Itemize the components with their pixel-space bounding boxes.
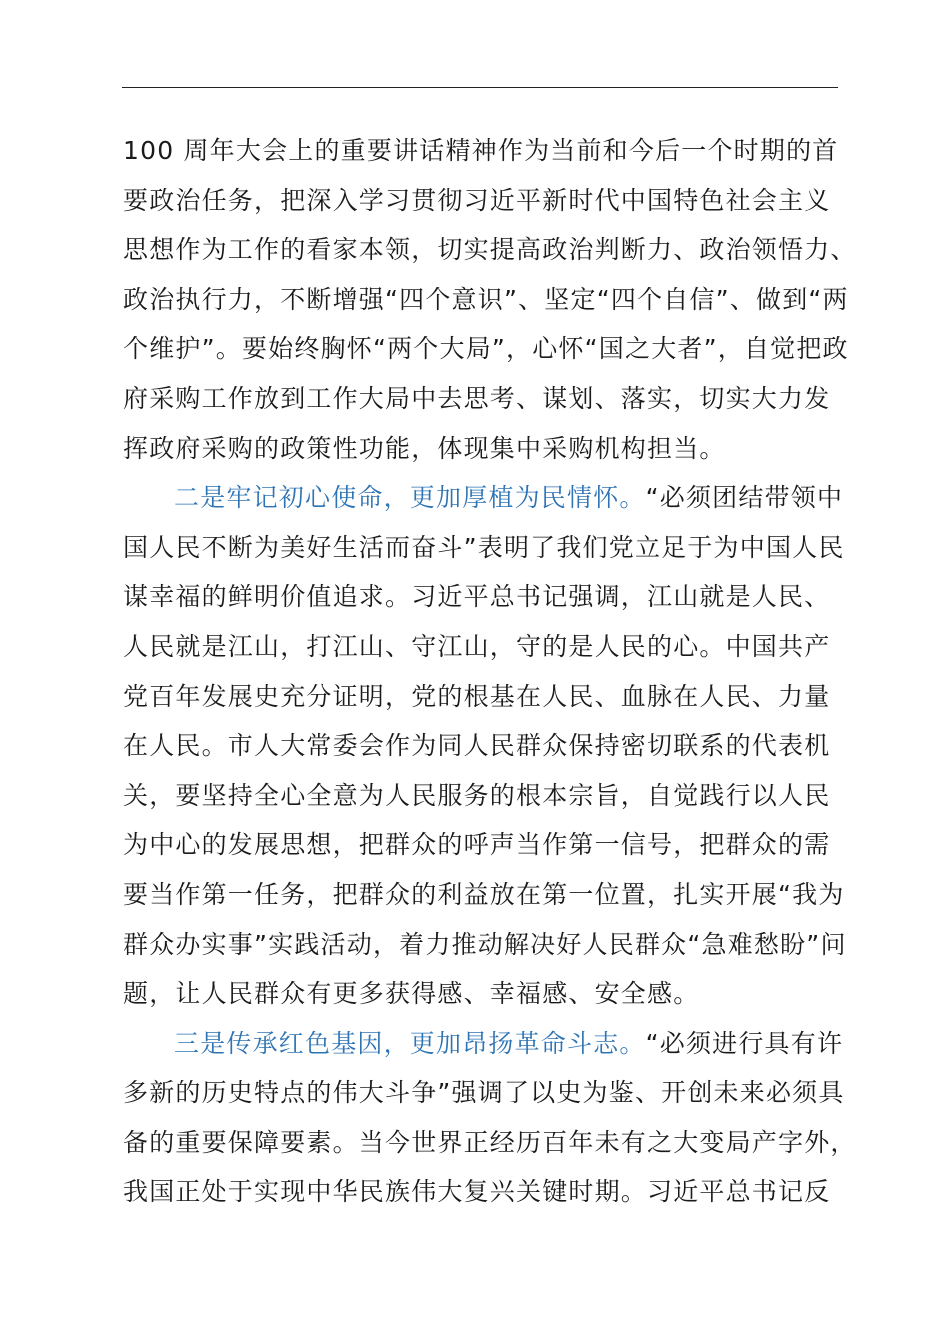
text-line: 题，让人民群众有更多获得感、幸福感、安全感。 [123,979,700,1009]
text-line: 群众办实事”实践活动，着力推动解决好人民群众“急难愁盼”问 [123,929,847,959]
text-line: 100 周年大会上的重要讲话精神作为当前和今后一个时期的首 [123,136,839,165]
paragraph-2 [123,473,849,1019]
text-line: 府采购工作放到工作大局中去思考、谋划、落实，切实大力发 [123,383,831,413]
text-line: 我国正处于实现中华民族伟大复兴关键时期。习近平总书记反 [123,1177,831,1207]
text-line: 人民就是江山，打江山、守江山，守的是人民的心。中国共产 [123,631,831,661]
paragraph-3 [123,1019,857,1217]
text-line: 多新的历史特点的伟大斗争”强调了以史为鉴、开创未来必须具 [123,1078,845,1108]
text-line: 要政治任务，把深入学习贯彻习近平新时代中国特色社会主义 [123,185,831,215]
text-line: 政治执行力，不断增强“四个意识”、坚定“四个自信”、做到“两 [123,284,849,314]
text-fragment: “必须团结带领中 [645,483,844,513]
text-line: 思想作为工作的看家本领，切实提高政治判断力、政治领悟力、 [123,235,857,265]
text-line: 党百年发展史充分证明，党的根基在人民、血脉在人民、力量 [123,681,831,711]
section-heading-2: 二是牢记初心使命，更加厚植为民情怀。 [174,483,646,513]
text-line: 挥政府采购的政策性功能，体现集中采购机构担当。 [123,433,726,463]
text-line: 个维护”。要始终胸怀“两个大局”，心怀“国之大者”，自觉把政 [123,334,849,364]
text-line: 关，要坚持全心全意为人民服务的根本宗旨，自觉践行以人民 [123,780,831,810]
section-heading-3: 三是传承红色基因，更加昂扬革命斗志。 [174,1028,646,1058]
text-line: 在人民。市人大常委会作为同人民群众保持密切联系的代表机 [123,731,831,761]
text-line: 要当作第一任务，把群众的利益放在第一位置，扎实开展“我为 [123,879,845,909]
paragraph-1 [123,126,857,473]
document-body [123,126,857,1217]
header-rule [122,87,838,88]
paragraph-first-line [123,1019,849,1069]
text-line: 国人民不断为美好生活而奋斗”表明了我们党立足于为中国人民 [123,532,845,562]
text-fragment: “必须进行具有许 [645,1028,844,1058]
text-line: 为中心的发展思想，把群众的呼声当作第一信号，把群众的需 [123,830,831,860]
paragraph-first-line [123,473,849,523]
text-line: 谋幸福的鲜明价值追求。习近平总书记强调，江山就是人民、 [123,582,831,612]
text-line: 备的重要保障要素。当今世界正经历百年未有之大变局产字外， [123,1127,857,1157]
